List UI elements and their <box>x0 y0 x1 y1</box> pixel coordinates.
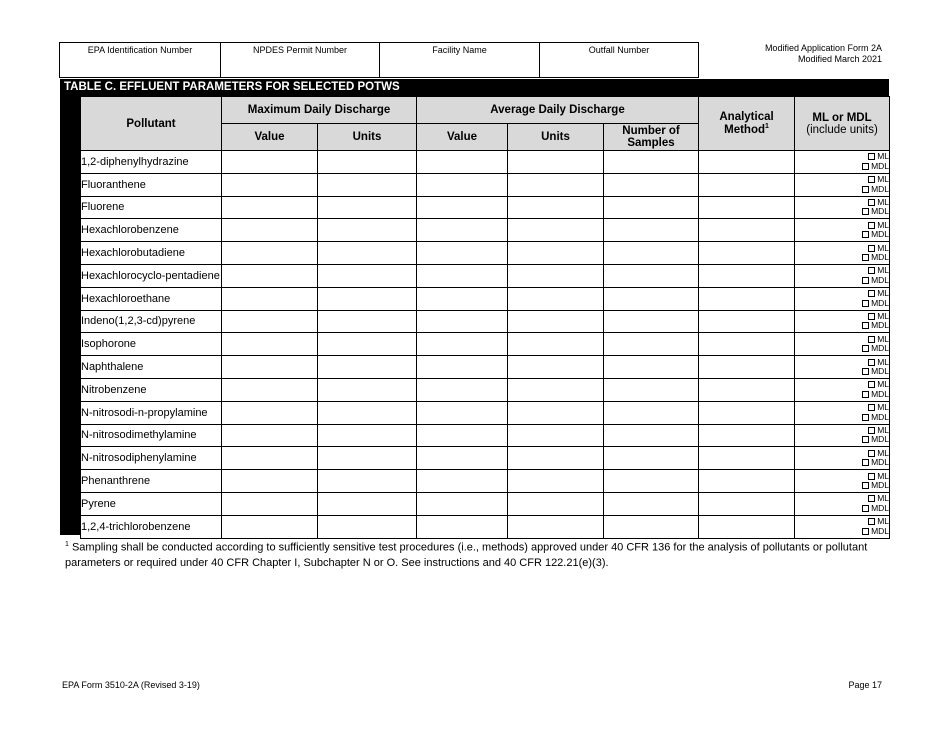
ml-label: ML <box>877 493 890 504</box>
mdl-checkbox[interactable] <box>862 322 869 329</box>
mdl-label: MDL <box>871 343 890 354</box>
avg-value-cell[interactable] <box>417 264 508 287</box>
epa-id-field[interactable]: EPA Identification Number <box>60 43 221 77</box>
avg-units-cell[interactable] <box>508 447 604 470</box>
pollutant-name: Naphthalene <box>81 356 222 379</box>
max-units-cell[interactable] <box>318 196 417 219</box>
ml-mdl-cell <box>795 196 890 219</box>
pollutant-name: N-nitrosodimethylamine <box>81 424 222 447</box>
ml-mdl-cell <box>795 515 890 538</box>
max-value-cell[interactable] <box>222 447 318 470</box>
analytical-method-cell[interactable] <box>699 219 795 242</box>
mdl-checkbox[interactable] <box>862 208 869 215</box>
mdl-checkbox[interactable] <box>862 277 869 284</box>
max-units-cell[interactable] <box>318 333 417 356</box>
mdl-checkbox[interactable] <box>862 186 869 193</box>
ml-label: ML <box>877 356 890 367</box>
table-row <box>81 310 890 333</box>
avg-units-cell[interactable] <box>508 356 604 379</box>
max-value-cell[interactable] <box>222 173 318 196</box>
analytical-method-cell[interactable] <box>699 287 795 310</box>
ml-checkbox[interactable] <box>868 176 875 183</box>
analytical-method-cell[interactable] <box>699 242 795 265</box>
max-value-cell[interactable] <box>222 242 318 265</box>
analytical-method-cell[interactable] <box>699 151 795 174</box>
avg-units-cell[interactable] <box>508 310 604 333</box>
mdl-label: MDL <box>871 525 890 536</box>
max-units-cell[interactable] <box>318 424 417 447</box>
max-units-cell[interactable] <box>318 173 417 196</box>
pollutant-name: Phenanthrene <box>81 470 222 493</box>
table-row <box>81 470 890 493</box>
mdl-label: MDL <box>871 366 890 377</box>
pollutant-name: Fluoranthene <box>81 173 222 196</box>
ml-mdl-cell <box>795 219 890 242</box>
pollutant-name: Hexachloroethane <box>81 287 222 310</box>
mdl-checkbox[interactable] <box>862 254 869 261</box>
ml-label: ML <box>877 174 890 185</box>
mdl-label: MDL <box>871 457 890 468</box>
avg-units-cell[interactable] <box>508 378 604 401</box>
mdl-checkbox[interactable] <box>862 482 869 489</box>
mdl-label: MDL <box>871 388 890 399</box>
max-units-cell[interactable] <box>318 264 417 287</box>
analytical-method-cell[interactable] <box>699 356 795 379</box>
ml-mdl-cell <box>795 470 890 493</box>
mdl-label: MDL <box>871 229 890 240</box>
analytical-method-header: Analytical Method$^1$ <box>699 97 795 151</box>
avg-value-cell[interactable] <box>417 356 508 379</box>
ml-checkbox[interactable] <box>868 473 875 480</box>
table-title: TABLE C. EFFLUENT PARAMETERS FOR SELECTED POTWS <box>60 79 889 96</box>
ml-checkbox[interactable] <box>868 290 875 297</box>
max-units-cell[interactable] <box>318 515 417 538</box>
avg-value-cell[interactable] <box>417 310 508 333</box>
max-value-cell[interactable] <box>222 287 318 310</box>
avg-units-header: Units <box>508 124 604 151</box>
ml-checkbox[interactable] <box>868 381 875 388</box>
max-value-cell[interactable] <box>222 310 318 333</box>
max-units-cell[interactable] <box>318 470 417 493</box>
max-units-cell[interactable] <box>318 310 417 333</box>
num-samples-cell[interactable] <box>604 378 699 401</box>
max-daily-header: Maximum Daily Discharge <box>222 97 417 124</box>
max-value-cell[interactable] <box>222 151 318 174</box>
avg-units-cell[interactable] <box>508 219 604 242</box>
mdl-label: MDL <box>871 183 890 194</box>
pollutant-name: Pyrene <box>81 492 222 515</box>
ml-checkbox[interactable] <box>868 427 875 434</box>
analytical-method-cell[interactable] <box>699 378 795 401</box>
avg-units-cell[interactable] <box>508 424 604 447</box>
ml-checkbox[interactable] <box>868 495 875 502</box>
table-row <box>81 515 890 538</box>
table-row <box>81 242 890 265</box>
num-samples-cell[interactable] <box>604 242 699 265</box>
avg-value-cell[interactable] <box>417 196 508 219</box>
avg-value-cell[interactable] <box>417 401 508 424</box>
analytical-method-cell[interactable] <box>699 515 795 538</box>
avg-units-cell[interactable] <box>508 264 604 287</box>
form-number: EPA Form 3510-2A (Revised 3-19) <box>62 680 200 690</box>
analytical-method-cell[interactable] <box>699 173 795 196</box>
effluent-parameters-table <box>80 96 890 539</box>
num-samples-cell[interactable] <box>604 424 699 447</box>
max-units-cell[interactable] <box>318 242 417 265</box>
mdl-label: MDL <box>871 206 890 217</box>
ml-checkbox[interactable] <box>868 245 875 252</box>
mdl-label: MDL <box>871 297 890 308</box>
ml-label: ML <box>877 333 890 344</box>
ml-checkbox[interactable] <box>868 450 875 457</box>
pollutant-name: N-nitrosodiphenylamine <box>81 447 222 470</box>
max-units-cell[interactable] <box>318 401 417 424</box>
mdl-label: MDL <box>871 434 890 445</box>
table-row <box>81 447 890 470</box>
table-row <box>81 287 890 310</box>
ml-mdl-cell <box>795 401 890 424</box>
analytical-method-cell[interactable] <box>699 264 795 287</box>
avg-units-cell[interactable] <box>508 151 604 174</box>
header-fields <box>59 42 699 78</box>
max-units-cell[interactable] <box>318 378 417 401</box>
pollutant-name: Hexachlorocyclo-pentadiene <box>81 264 222 287</box>
num-samples-cell[interactable] <box>604 401 699 424</box>
ml-checkbox[interactable] <box>868 336 875 343</box>
table-row <box>81 173 890 196</box>
mdl-checkbox[interactable] <box>862 528 869 535</box>
num-samples-header: Number of Samples <box>604 124 699 151</box>
num-samples-cell[interactable] <box>604 173 699 196</box>
ml-label: ML <box>877 151 890 162</box>
ml-label: ML <box>877 402 890 413</box>
facility-name-field[interactable]: Facility Name <box>380 43 540 77</box>
table-row <box>81 356 890 379</box>
max-units-cell[interactable] <box>318 287 417 310</box>
max-value-cell[interactable] <box>222 515 318 538</box>
mdl-checkbox[interactable] <box>862 300 869 307</box>
num-samples-cell[interactable] <box>604 219 699 242</box>
mdl-checkbox[interactable] <box>862 391 869 398</box>
avg-value-cell[interactable] <box>417 447 508 470</box>
avg-units-cell[interactable] <box>508 196 604 219</box>
num-samples-cell[interactable] <box>604 196 699 219</box>
table-row <box>81 378 890 401</box>
max-value-cell[interactable] <box>222 196 318 219</box>
max-value-cell[interactable] <box>222 219 318 242</box>
avg-value-cell[interactable] <box>417 151 508 174</box>
ml-label: ML <box>877 310 890 321</box>
analytical-method-cell[interactable] <box>699 447 795 470</box>
num-samples-cell[interactable] <box>604 492 699 515</box>
ml-mdl-cell <box>795 333 890 356</box>
avg-value-cell[interactable] <box>417 173 508 196</box>
pollutant-name: 1,2-diphenylhydrazine <box>81 151 222 174</box>
ml-label: ML <box>877 470 890 481</box>
ml-checkbox[interactable] <box>868 153 875 160</box>
mdl-checkbox[interactable] <box>862 163 869 170</box>
form-identifier <box>765 43 882 65</box>
avg-value-cell[interactable] <box>417 492 508 515</box>
num-samples-cell[interactable] <box>604 287 699 310</box>
max-units-cell[interactable] <box>318 492 417 515</box>
ml-checkbox[interactable] <box>868 359 875 366</box>
max-value-cell[interactable] <box>222 356 318 379</box>
ml-checkbox[interactable] <box>868 313 875 320</box>
num-samples-cell[interactable] <box>604 515 699 538</box>
max-value-cell[interactable] <box>222 470 318 493</box>
ml-mdl-cell <box>795 492 890 515</box>
mdl-checkbox[interactable] <box>862 414 869 421</box>
avg-units-cell[interactable] <box>508 470 604 493</box>
ml-mdl-cell <box>795 264 890 287</box>
ml-mdl-cell <box>795 378 890 401</box>
ml-label: ML <box>877 288 890 299</box>
ml-checkbox[interactable] <box>868 518 875 525</box>
num-samples-cell[interactable] <box>604 470 699 493</box>
form-name: Modified Application Form 2A <box>764 43 882 53</box>
max-units-cell[interactable] <box>318 447 417 470</box>
analytical-method-cell[interactable] <box>699 196 795 219</box>
avg-value-cell[interactable] <box>417 219 508 242</box>
mdl-checkbox[interactable] <box>862 436 869 443</box>
max-value-cell[interactable] <box>222 378 318 401</box>
avg-units-cell[interactable] <box>508 515 604 538</box>
mdl-label: MDL <box>871 320 890 331</box>
ml-checkbox[interactable] <box>868 199 875 206</box>
pollutant-name: 1,2,4-trichlorobenzene <box>81 515 222 538</box>
npdes-permit-field[interactable]: NPDES Permit Number <box>221 43 380 77</box>
mdl-checkbox[interactable] <box>862 459 869 466</box>
avg-value-cell[interactable] <box>417 424 508 447</box>
pollutant-name: N-nitrosodi-n-propylamine <box>81 401 222 424</box>
ml-checkbox[interactable] <box>868 222 875 229</box>
ml-label: ML <box>877 242 890 253</box>
max-units-cell[interactable] <box>318 356 417 379</box>
mdl-checkbox[interactable] <box>862 231 869 238</box>
avg-daily-header: Average Daily Discharge <box>417 97 699 124</box>
num-samples-cell[interactable] <box>604 333 699 356</box>
ml-mdl-cell <box>795 151 890 174</box>
analytical-method-cell[interactable] <box>699 424 795 447</box>
table-row <box>81 424 890 447</box>
ml-mdl-cell <box>795 356 890 379</box>
table-row <box>81 219 890 242</box>
num-samples-cell[interactable] <box>604 447 699 470</box>
max-value-cell[interactable] <box>222 424 318 447</box>
ml-label: ML <box>877 424 890 435</box>
avg-units-cell[interactable] <box>508 401 604 424</box>
table-row <box>81 401 890 424</box>
ml-label: ML <box>877 196 890 207</box>
mdl-label: MDL <box>871 411 890 422</box>
pollutant-name: Fluorene <box>81 196 222 219</box>
avg-value-cell[interactable] <box>417 333 508 356</box>
analytical-method-cell[interactable] <box>699 470 795 493</box>
pollutant-name: Hexachlorobutadiene <box>81 242 222 265</box>
ml-mdl-cell <box>795 173 890 196</box>
avg-value-cell[interactable] <box>417 470 508 493</box>
footnote: $^1$ Sampling shall be conducted according to sufficiently sensitive test procedures (i.e., methods) approved under 40 CFR 136 for the analysis of pollutants or pollutant parameters or required under 40 CFR Chapter I, Subchapter N or O. See instructions and 40 CFR 122.21(e)(3). <box>65 541 868 569</box>
mdl-checkbox[interactable] <box>862 345 869 352</box>
num-samples-cell[interactable] <box>604 310 699 333</box>
ml-mdl-cell <box>795 242 890 265</box>
num-samples-cell[interactable] <box>604 356 699 379</box>
table-row <box>81 264 890 287</box>
ml-mdl-cell <box>795 424 890 447</box>
mdl-label: MDL <box>871 274 890 285</box>
mdl-label: MDL <box>871 480 890 491</box>
pollutant-header: Pollutant <box>81 97 222 151</box>
table-row <box>81 196 890 219</box>
avg-units-cell[interactable] <box>508 173 604 196</box>
ml-checkbox[interactable] <box>868 267 875 274</box>
mdl-label: MDL <box>871 502 890 513</box>
avg-units-cell[interactable] <box>508 333 604 356</box>
mdl-label: MDL <box>871 252 890 263</box>
max-value-cell[interactable] <box>222 333 318 356</box>
avg-value-cell[interactable] <box>417 378 508 401</box>
ml-label: ML <box>877 219 890 230</box>
ml-checkbox[interactable] <box>868 404 875 411</box>
max-value-cell[interactable] <box>222 264 318 287</box>
table-row <box>81 151 890 174</box>
pollutant-name: Hexachlorobenzene <box>81 219 222 242</box>
ml-mdl-cell <box>795 310 890 333</box>
ml-mdl-cell <box>795 447 890 470</box>
mdl-checkbox[interactable] <box>862 368 869 375</box>
num-samples-cell[interactable] <box>604 264 699 287</box>
pollutant-name: Nitrobenzene <box>81 378 222 401</box>
avg-units-cell[interactable] <box>508 242 604 265</box>
table-row <box>81 492 890 515</box>
max-value-cell[interactable] <box>222 401 318 424</box>
table-row <box>81 333 890 356</box>
num-samples-cell[interactable] <box>604 151 699 174</box>
analytical-method-cell[interactable] <box>699 492 795 515</box>
ml-label: ML <box>877 516 890 527</box>
max-units-cell[interactable] <box>318 151 417 174</box>
analytical-method-cell[interactable] <box>699 401 795 424</box>
avg-value-cell[interactable] <box>417 515 508 538</box>
avg-value-cell[interactable] <box>417 242 508 265</box>
ml-label: ML <box>877 447 890 458</box>
mdl-checkbox[interactable] <box>862 505 869 512</box>
avg-units-cell[interactable] <box>508 287 604 310</box>
max-units-header: Units <box>318 124 417 151</box>
avg-units-cell[interactable] <box>508 492 604 515</box>
max-value-header: Value <box>222 124 318 151</box>
max-value-cell[interactable] <box>222 492 318 515</box>
form-date: Modified March 2021 <box>797 54 882 64</box>
ml-label: ML <box>877 265 890 276</box>
ml-mdl-header: ML or MDL (include units) <box>795 97 890 151</box>
analytical-method-cell[interactable] <box>699 310 795 333</box>
ml-mdl-cell <box>795 287 890 310</box>
pollutant-name: Indeno(1,2,3-cd)pyrene <box>81 310 222 333</box>
outfall-number-field[interactable]: Outfall Number <box>588 45 650 55</box>
page-number: Page 17 <box>848 680 882 690</box>
analytical-method-cell[interactable] <box>699 333 795 356</box>
avg-value-header: Value <box>417 124 508 151</box>
pollutant-name: Isophorone <box>81 333 222 356</box>
max-units-cell[interactable] <box>318 219 417 242</box>
ml-label: ML <box>877 379 890 390</box>
mdl-label: MDL <box>871 160 890 171</box>
avg-value-cell[interactable] <box>417 287 508 310</box>
side-bar <box>60 96 80 535</box>
